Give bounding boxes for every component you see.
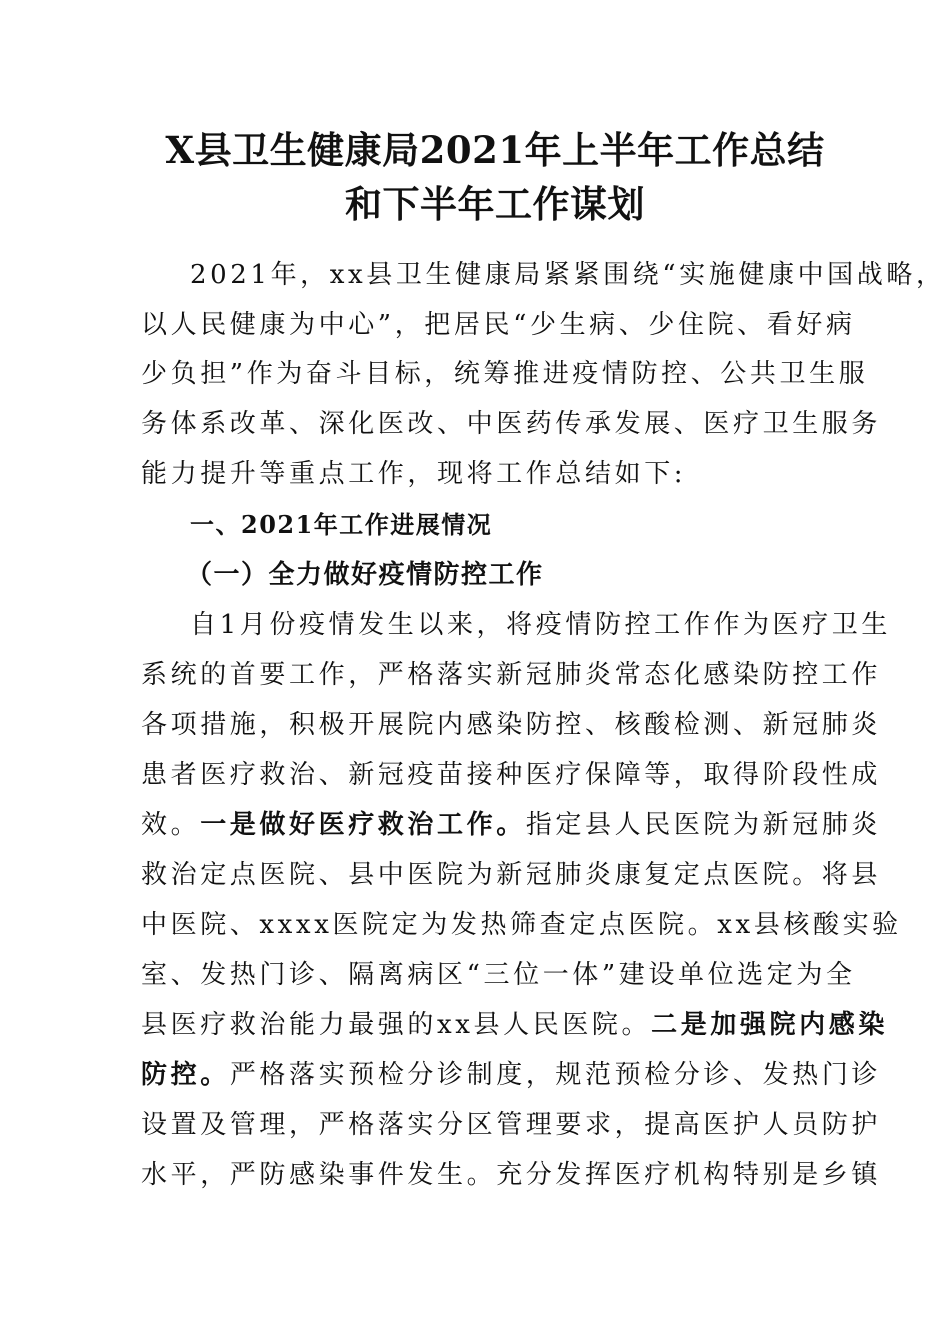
body-text: 严格落实预检分诊制度，规范预检分诊、发热门诊 [229,1060,882,1090]
bold-lead-phrase: 防控。 [141,1060,230,1090]
body-text: 效。 [141,810,201,840]
body-text: 指定县人民医院为新冠肺炎 [525,810,882,840]
body-line: 各项措施，积极开展院内感染防控、核酸检测、新冠肺炎 [141,710,882,740]
intro-line: 2021年，xx县卫生健康局紧紧围绕“实施健康中国战略， [190,260,946,290]
document-title-line-1: X县卫生健康局2021年上半年工作总结 [165,128,825,172]
intro-line: 少负担”作为奋斗目标，统筹推进疫情防控、公共卫生服 [141,359,869,389]
intro-line: 以人民健康为中心”，把居民“少生病、少住院、看好病 [141,310,856,340]
body-line: 自1月份疫情发生以来，将疫情防控工作作为医疗卫生 [190,610,891,640]
bold-lead-phrase: 二是加强院内感染 [651,1010,888,1040]
body-line [141,808,881,842]
body-line: 水平，严防感染事件发生。充分发挥医疗机构特别是乡镇 [141,1160,882,1190]
body-text: 县医疗救治能力最强的xx县人民医院。 [141,1010,652,1040]
body-line [141,1008,888,1042]
body-line: 室、发热门诊、隔离病区“三位一体”建设单位选定为全 [141,960,856,990]
bold-lead-phrase: 一是做好医疗救治工作。 [200,810,526,840]
body-line [141,1058,881,1092]
subsection-heading: （一）全力做好疫情防控工作 [186,560,544,590]
body-line: 中医院、xxxx医院定为发热筛查定点医院。xx县核酸实验 [141,910,902,940]
body-line: 设置及管理，严格落实分区管理要求，提高医护人员防护 [141,1110,882,1140]
section-heading: 一、2021年工作进展情况 [190,510,493,539]
intro-line: 能力提升等重点工作，现将工作总结如下: [141,459,687,489]
document-title-line-2: 和下半年工作谋划 [345,182,645,226]
body-line: 系统的首要工作，严格落实新冠肺炎常态化感染防控工作 [141,660,882,690]
body-line: 患者医疗救治、新冠疫苗接种医疗保障等，取得阶段性成 [141,760,882,790]
body-line: 救治定点医院、县中医院为新冠肺炎康复定点医院。将县 [141,860,882,890]
intro-line: 务体系改革、深化医改、中医药传承发展、医疗卫生服务 [141,409,882,439]
